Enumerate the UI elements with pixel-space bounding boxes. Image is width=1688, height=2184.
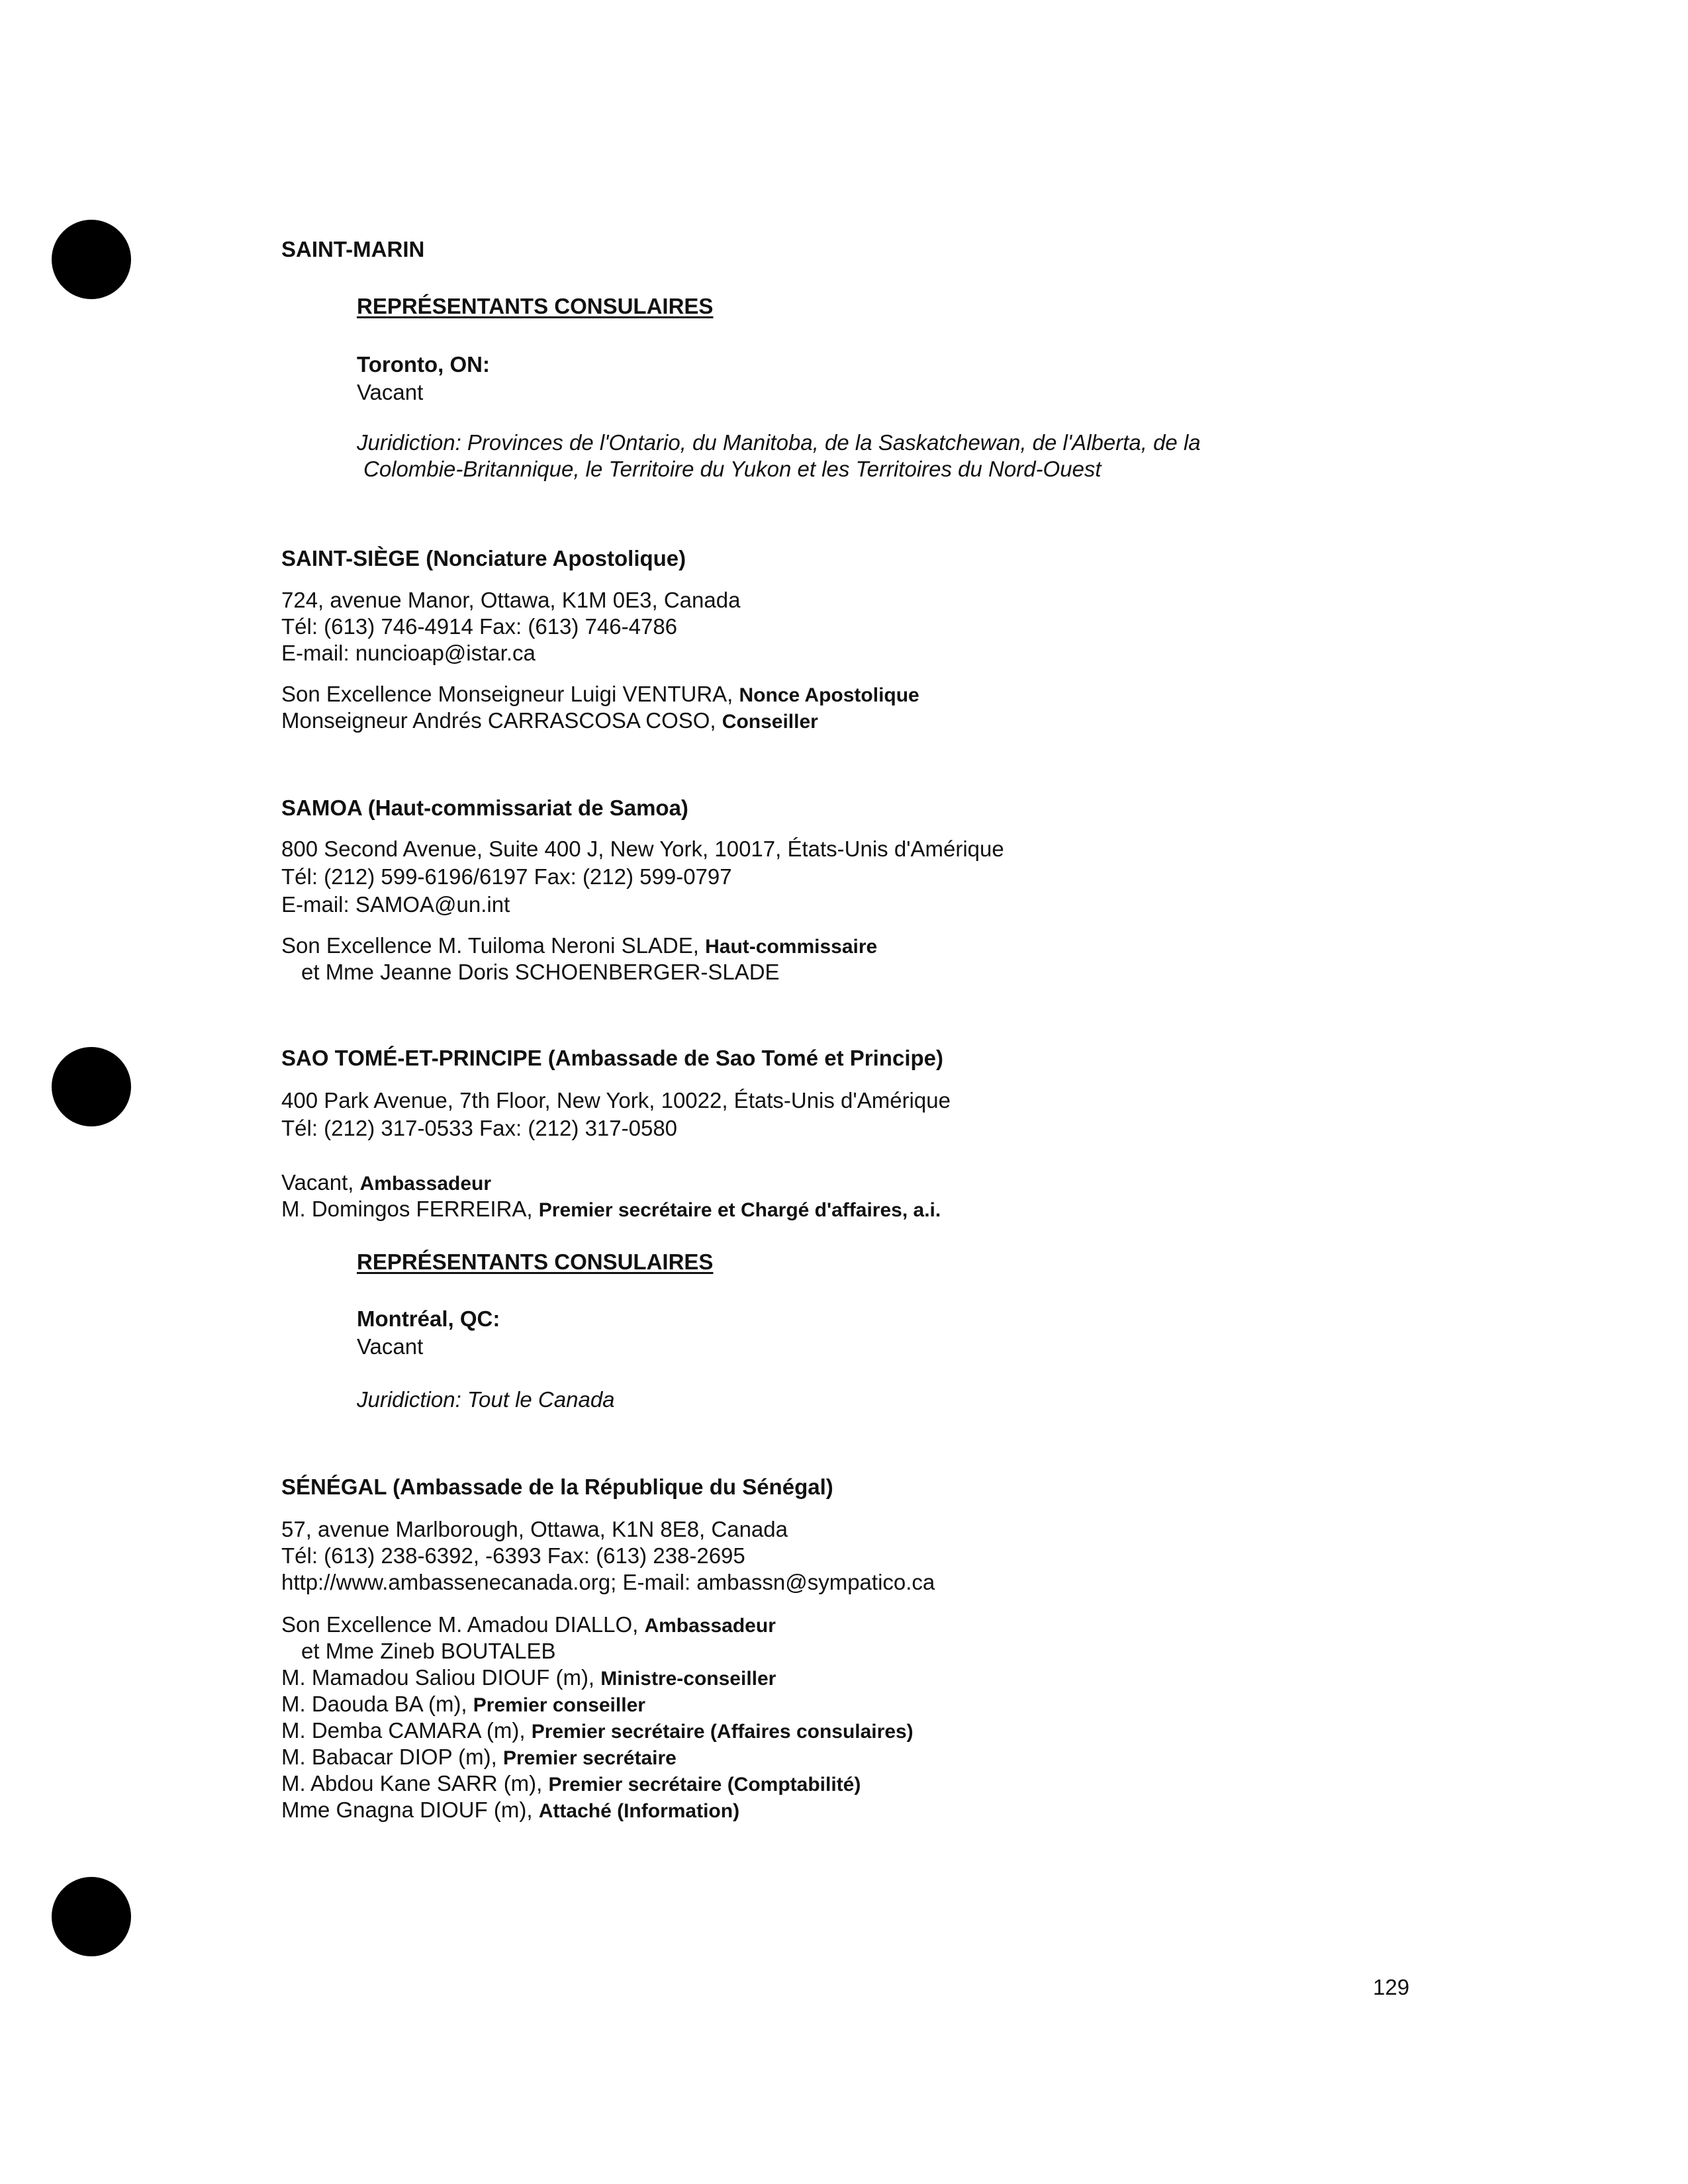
binder-hole-bottom xyxy=(52,1877,131,1956)
page-number: 129 xyxy=(1373,1975,1410,1999)
staff-title: Ambassadeur xyxy=(359,1173,492,1195)
staff-entry xyxy=(281,1796,739,1825)
binder-hole-middle xyxy=(52,1047,131,1126)
address: 724, avenue Manor, Ottawa, K1M 0E3, Canada xyxy=(281,588,741,612)
consulate-status: Vacant xyxy=(357,1334,424,1359)
staff-title: Premier secrétaire et Chargé d'affaires, a.i. xyxy=(538,1199,941,1221)
binder-hole-top xyxy=(52,220,131,299)
jurisdiction-line-1: Juridiction: Provinces de l'Ontario, du Manitoba, de la Saskatchewan, de l'Alberta, de la xyxy=(357,430,1201,455)
staff-entry xyxy=(281,1664,776,1693)
country-heading: SÉNÉGAL (Ambassade de la République du Sénégal) xyxy=(281,1475,833,1499)
staff-entry xyxy=(281,1195,941,1224)
staff-title: Premier secrétaire (Affaires consulaires) xyxy=(531,1721,914,1743)
staff-entry xyxy=(281,1717,914,1746)
staff-entry xyxy=(301,958,780,986)
staff-name: M. Domingos FERREIRA, xyxy=(281,1197,533,1221)
staff-title: Nonce Apostolique xyxy=(739,684,919,706)
staff-entry xyxy=(281,1690,645,1719)
staff-name: Son Excellence M. Amadou DIALLO, xyxy=(281,1612,639,1637)
staff-name: Vacant, xyxy=(281,1170,354,1195)
staff-entry xyxy=(281,1770,861,1799)
staff-title: Ambassadeur xyxy=(644,1615,776,1637)
country-heading: SAO TOMÉ-ET-PRINCIPE (Ambassade de Sao Tomé et Principe) xyxy=(281,1046,943,1070)
staff-entry xyxy=(281,1743,677,1772)
staff-name: Son Excellence Monseigneur Luigi VENTURA, xyxy=(281,682,733,706)
staff-title: Attaché (Information) xyxy=(538,1800,740,1822)
country-heading: SAINT-MARIN xyxy=(281,237,425,261)
staff-name: et Mme Jeanne Doris SCHOENBERGER-SLADE xyxy=(301,960,780,984)
staff-name: M. Demba CAMARA (m), xyxy=(281,1718,526,1743)
staff-title: Conseiller xyxy=(722,711,818,733)
staff-title: Haut-commissaire xyxy=(705,936,878,958)
phone-fax: Tél: (212) 599-6196/6197 Fax: (212) 599-0797 xyxy=(281,864,732,889)
staff-name: Mme Gnagna DIOUF (m), xyxy=(281,1797,533,1822)
staff-entry xyxy=(281,1611,776,1640)
country-heading: SAMOA (Haut-commissariat de Samoa) xyxy=(281,796,688,820)
consular-heading: REPRÉSENTANTS CONSULAIRES xyxy=(357,1250,714,1274)
consulate-city: Montréal, QC: xyxy=(357,1306,500,1331)
staff-entry xyxy=(281,932,877,961)
staff-entry xyxy=(281,1169,491,1198)
staff-name: M. Daouda BA (m), xyxy=(281,1692,467,1716)
address: 400 Park Avenue, 7th Floor, New York, 10022, États-Unis d'Amérique xyxy=(281,1088,951,1113)
consular-heading: REPRÉSENTANTS CONSULAIRES xyxy=(357,294,714,318)
phone-fax: Tél: (613) 746-4914 Fax: (613) 746-4786 xyxy=(281,614,678,639)
email: E-mail: nuncioap@istar.ca xyxy=(281,641,536,665)
consulate-status: Vacant xyxy=(357,380,424,404)
phone-fax: Tél: (613) 238-6392, -6393 Fax: (613) 238-2695 xyxy=(281,1543,745,1568)
staff-entry xyxy=(281,680,919,709)
address: 57, avenue Marlborough, Ottawa, K1N 8E8, Canada xyxy=(281,1517,788,1541)
jurisdiction-line-2: Colombie-Britannique, le Territoire du Yukon et les Territoires du Nord-Ouest xyxy=(363,457,1102,481)
staff-entry xyxy=(281,707,818,736)
staff-title: Premier secrétaire (Comptabilité) xyxy=(548,1774,861,1796)
website-email: http://www.ambassenecanada.org; E-mail: ambassn@sympatico.ca xyxy=(281,1570,935,1594)
staff-name: et Mme Zineb BOUTALEB xyxy=(301,1639,556,1663)
staff-entry xyxy=(301,1637,556,1665)
consulate-city: Toronto, ON: xyxy=(357,352,490,377)
staff-name: Monseigneur Andrés CARRASCOSA COSO, xyxy=(281,708,716,733)
staff-title: Premier conseiller xyxy=(473,1694,645,1716)
country-heading: SAINT-SIÈGE (Nonciature Apostolique) xyxy=(281,546,686,570)
phone-fax: Tél: (212) 317-0533 Fax: (212) 317-0580 xyxy=(281,1116,678,1140)
address: 800 Second Avenue, Suite 400 J, New York, 10017, États-Unis d'Amérique xyxy=(281,837,1004,861)
email: E-mail: SAMOA@un.int xyxy=(281,892,510,917)
staff-title: Premier secrétaire xyxy=(502,1747,677,1769)
staff-name: M. Babacar DIOP (m), xyxy=(281,1745,497,1769)
staff-name: Son Excellence M. Tuiloma Neroni SLADE, xyxy=(281,933,699,958)
staff-name: M. Mamadou Saliou DIOUF (m), xyxy=(281,1665,595,1690)
jurisdiction: Juridiction: Tout le Canada xyxy=(357,1387,615,1412)
staff-title: Ministre-conseiller xyxy=(600,1668,776,1690)
staff-name: M. Abdou Kane SARR (m), xyxy=(281,1771,543,1796)
